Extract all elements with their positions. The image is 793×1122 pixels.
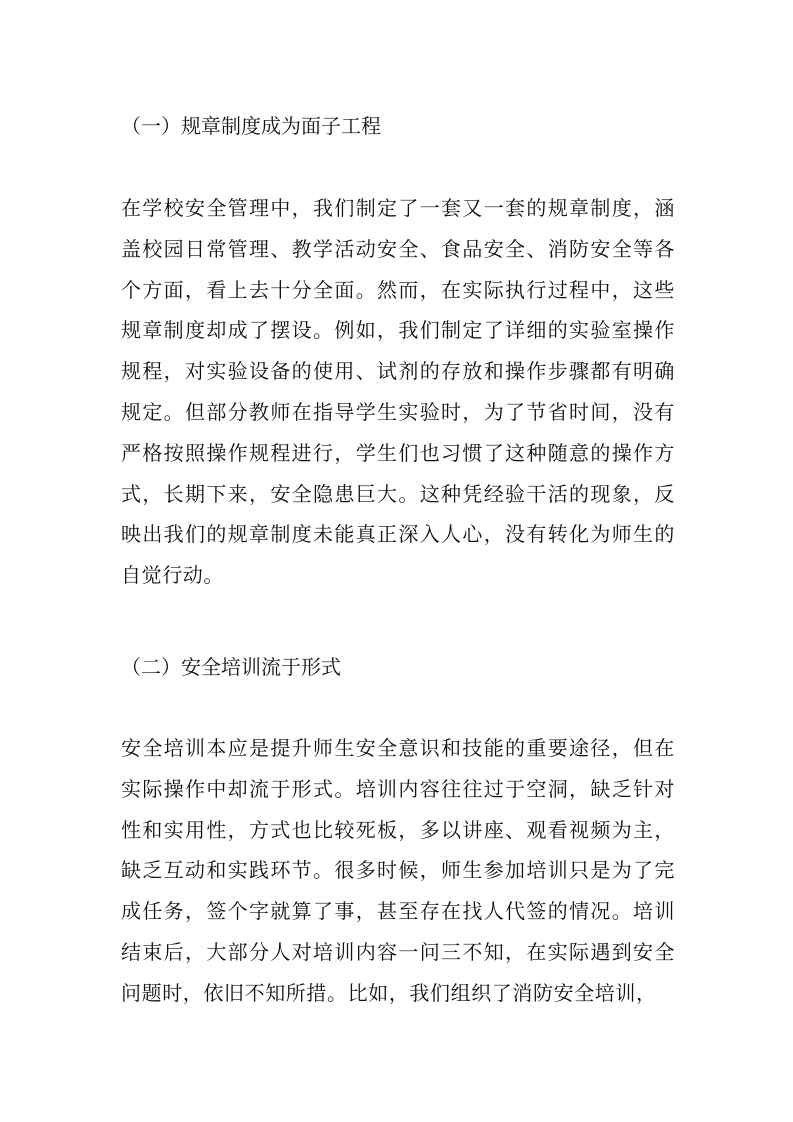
section-paragraph: 安全培训本应是提升师生安全意识和技能的重要途径，但在实际操作中却流于形式。培训内容往往过于空洞，缺乏针对性和实用性，方式也比较死板，多以讲座、观看视频为主，缺乏互动和实践环节。很多时候，师生参加培训只是为了完成任务，签个字就算了事，甚至存在找人代签的情况。培训结束后，大部分人对培训内容一问三不知，在实际遇到安全问题时，依旧不知所措。比如，我们组织了消防安全培训，	[121, 736, 675, 1005]
section-paragraph: 在学校安全管理中，我们制定了一套又一套的规章制度，涵盖校园日常管理、教学活动安全、食品安全、消防安全等各个方面，看上去十分全面。然而，在实际执行过程中，这些规章制度却成了摆设。例如，我们制定了详细的实验室操作规程，对实验设备的使用、试剂的存放和操作步骤都有明确规定。但部分教师在指导学生实验时，为了节省时间，没有严格按照操作规程进行，学生们也习惯了这种随意的操作方式，长期下来，安全隐患巨大。这种凭经验干活的现象，反映出我们的规章制度未能真正深入人心，没有转化为师生的自觉行动。	[121, 196, 675, 588]
section-heading: （二）安全培训流于形式	[121, 655, 341, 679]
section-heading: （一）规章制度成为面子工程	[121, 114, 381, 138]
